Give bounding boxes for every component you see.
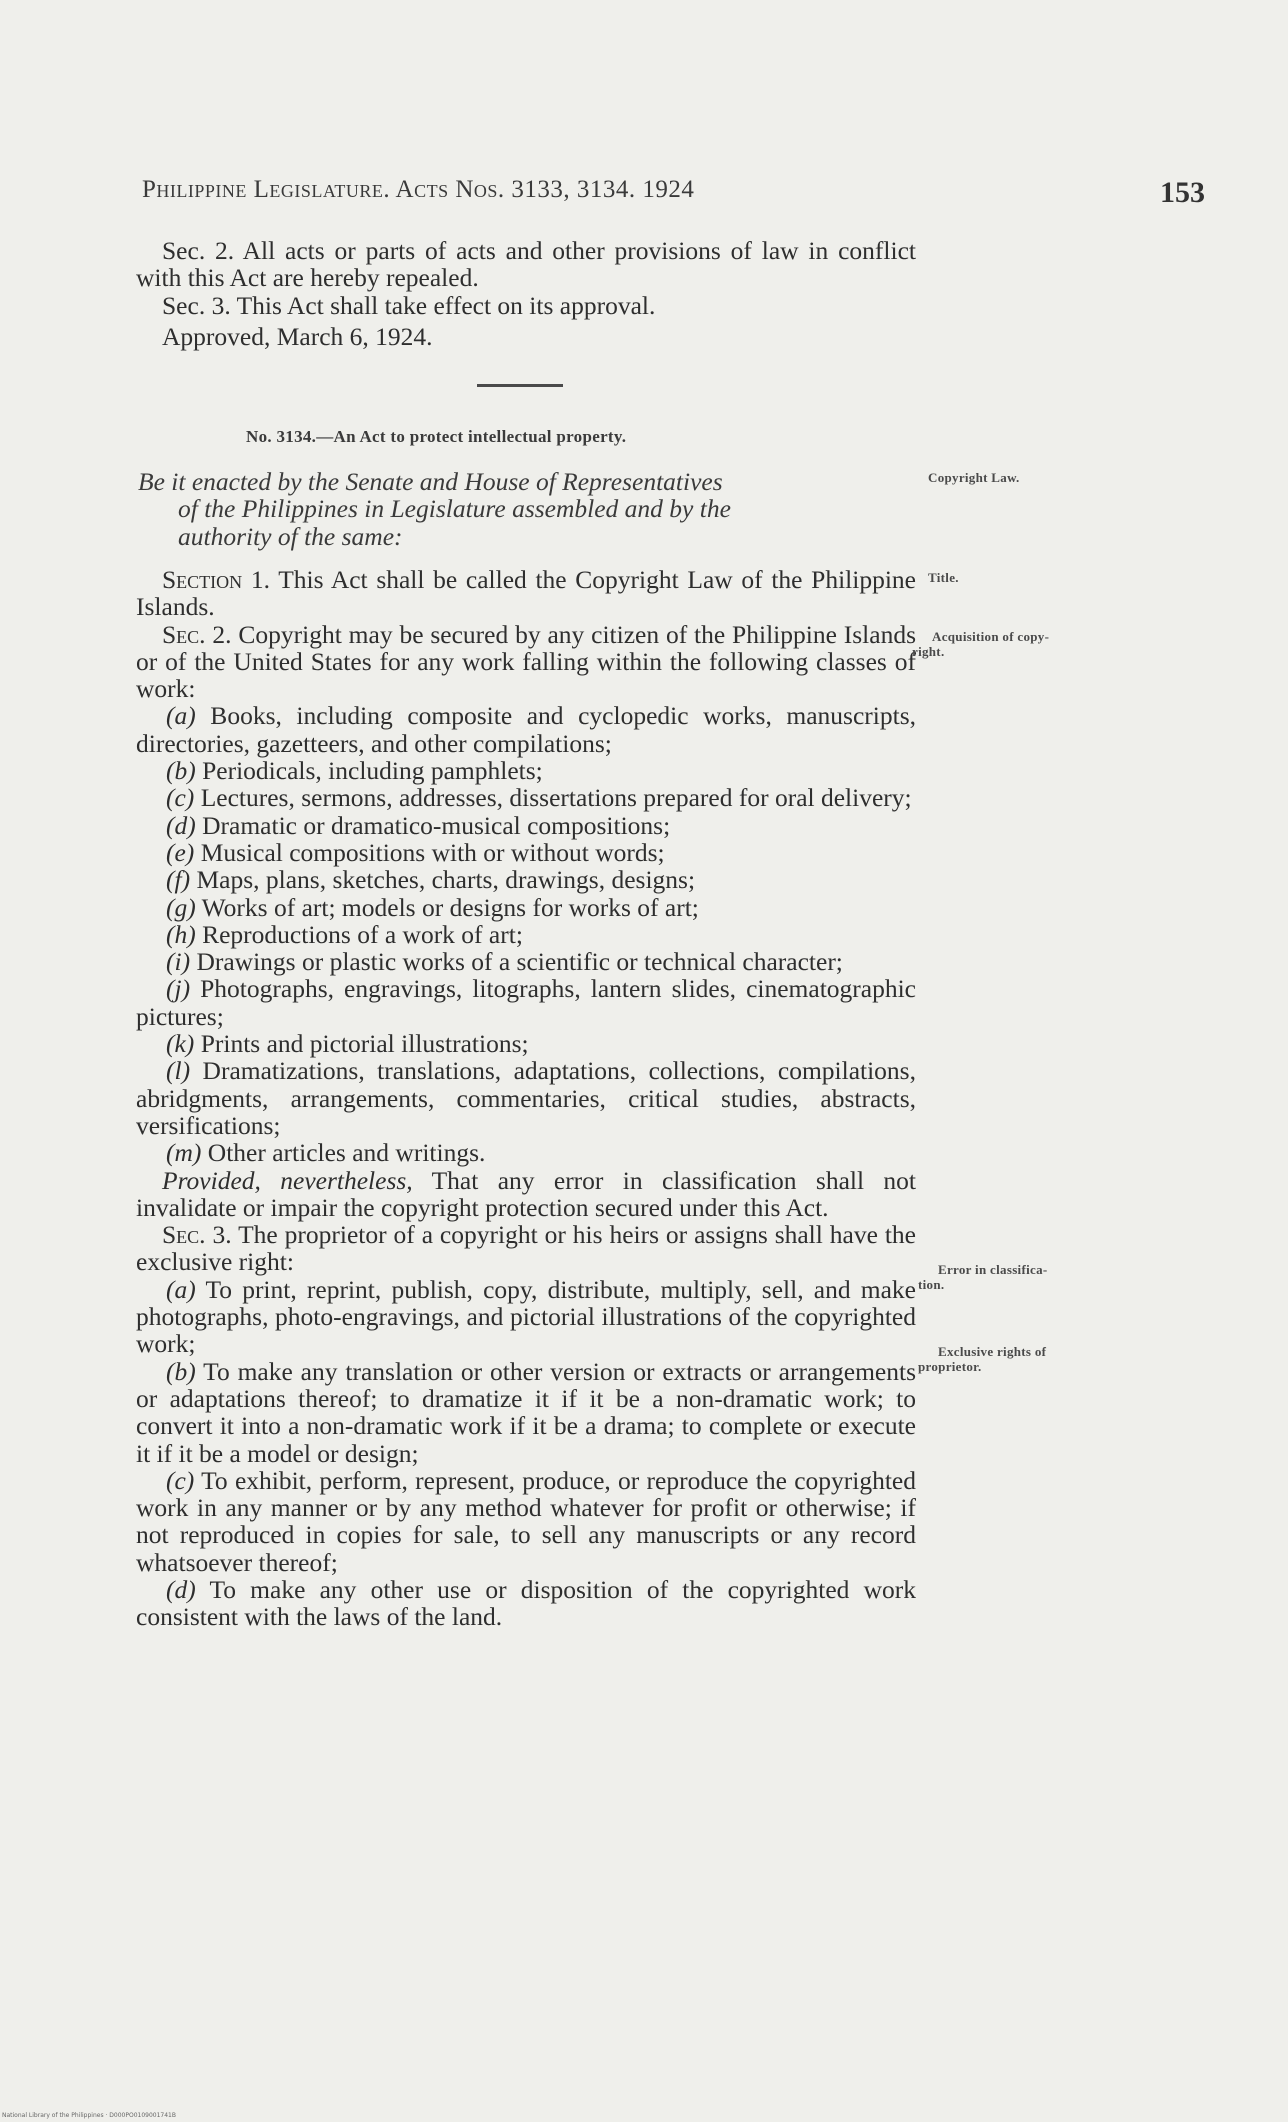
enacting-line-3: authority of the same: [178,521,403,551]
margin-note-title: Title. [928,570,959,585]
proviso-text: That any error in classification shall not invalidate or impair the copyright protection secured under this Act. [136,1165,917,1222]
class-item: (k) Prints and pictorial illustrations; [166,1029,529,1059]
margin-note-exclusive-rights: Exclusive rights of proprietor. [918,1344,1047,1374]
section-3 [136,1221,916,1276]
prior-act-closing [136,237,916,350]
prior-sec3: Sec. 3. This Act shall take effect on its approval. [162,290,656,320]
margin-note-copyright-law: Copyright Law. [928,470,1020,485]
section-3-text: The proprietor of a copyright or his heirs or assigns shall have the exclusive right: [136,1220,916,1277]
running-title: Philippine Legislature. Acts Nos. 3133, 3134. 1924 [142,176,695,203]
enacting-line-1: Be it enacted by the Senate and House of Representatives [138,467,723,496]
margin-note-acquisition: Acquisition of copy- right. [912,629,1050,659]
class-item: (c) Lectures, sermons, addresses, dissertations prepared for oral delivery; [166,783,912,813]
enacting-line-2: of the Philippines in Legislature assembled and by the [178,494,731,524]
scan-credit: National Library of the Philippines · D000PO0109001741B [2,2112,176,2119]
class-item: (i) Drawings or plastic works of a scientific or technical character; [166,947,843,977]
right-item: (c) To exhibit, perform, represent, produce, or reproduce the copyrighted work in any manner or by any method whatever for profit or otherwise; if not reproduced in copies for sale, to sell any manuscripts or any record whatsoever thereof; [136,1465,916,1577]
class-item: (h) Reproductions of a work of art; [166,919,523,949]
right-item: (d) To make any other use or disposition of the copyrighted work consistent with the laws of the land. [136,1574,916,1632]
section-2-label: Sec. 2. [162,619,232,649]
act-title: No. 3134.—An Act to protect intellectual property. [246,427,627,446]
margin-note-error: Error in classifica- tion. [918,1262,1048,1292]
section-1 [136,566,916,621]
right-item: (b) To make any translation or other version or extracts or arrangements or adaptations thereof; to dramatize it if it be a non-dramatic work; to convert it into a non-dramatic work if it be a drama; to complete or execute it if it be a model or design; [136,1356,916,1468]
section-1-label: Section 1. [162,565,270,594]
right-item: (a) To print, reprint, publish, copy, distribute, multiply, sell, and make photographs, photo-engravings, and pictorial illustrations of the copyrighted work; [136,1274,916,1359]
class-item: (g) Works of art; models or designs for works of art; [166,892,699,922]
prior-sec2: Sec. 2. All acts or parts of acts and other provisions of law in conflict with this Act are hereby repealed. [136,236,916,293]
class-item: (l) Dramatizations, translations, adaptations, collections, compilations, abridgments, arrangements, commentaries, critical studies, abstracts, versifications; [136,1056,916,1140]
class-item: (d) Dramatic or dramatico-musical compositions; [166,810,671,840]
section-2 [136,621,916,703]
page-number: 153 [1160,176,1205,209]
proviso [136,1167,916,1222]
class-item: (f) Maps, plans, sketches, charts, drawings, designs; [166,865,696,895]
class-item: (j) Photographs, engravings, litographs, lantern slides, cinematographic pictures; [136,974,916,1031]
section-divider [477,384,563,387]
class-item: (a) Books, including composite and cyclopedic works, manuscripts, directories, gazetteers, and other compilations; [136,701,916,758]
section-1-text: This Act shall be called the Copyright Law of the Philippine Islands. [136,565,916,622]
class-item: (b) Periodicals, including pamphlets; [166,756,543,786]
class-item: (m) Other articles and writings. [166,1138,486,1168]
act-body [136,566,916,1631]
proviso-label: Provided, nevertheless, [162,1165,413,1195]
class-item: (e) Musical compositions with or without words; [166,837,665,867]
section-2-text: Copyright may be secured by any citizen of the Philippine Islands or of the United States for any work falling within the following classes of work: [136,619,916,704]
section-3-label: Sec. 3. [162,1220,232,1250]
approval-date: Approved, March 6, 1924. [162,321,433,351]
enacting-clause [138,468,908,550]
